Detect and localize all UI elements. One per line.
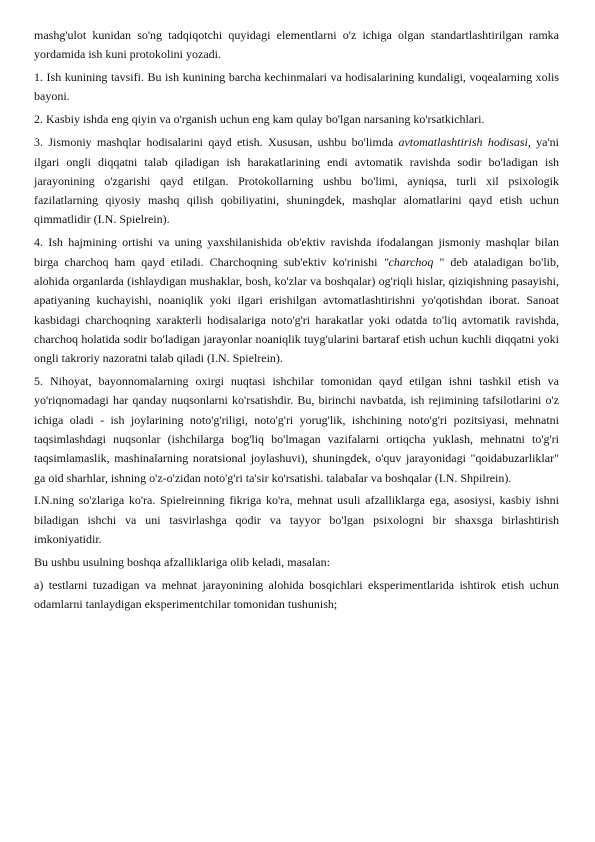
paragraph-item-5: [34, 372, 559, 488]
paragraph-text: I.N.ning so'zlariga ko'ra. Spielreinning fikriga ko'ra, mehnat usuli afzalliklarga ega, asosiysi, kasbiy ishni biladigan ishchi va uni tasvirlashga qodir va tayyor bo'lgan psixologni bir shaxsga birlashtirish imkoniyatidir.: [34, 493, 559, 546]
paragraph-intro: [34, 26, 559, 65]
paragraph-text: 2. Kasbiy ishda eng qiyin va o'rganish uchun eng kam qulay bo'lgan narsaning ko'rsatkichlari.: [34, 112, 485, 127]
paragraph-advantages-intro: [34, 553, 559, 572]
document-page: [34, 26, 559, 618]
paragraph-item-2: [34, 110, 559, 129]
paragraph-text: " deb ataladigan bo'lib, alohida organlarda (ishlaydigan mushaklar, bosh, ko'zlar va boshqalar) og'riqli hislar, qiziqishning pasayishi, apatiyaning kuchayishi, noaniqlik yoki ilgari erishilgan avtomatlashtirishni yo'qotishdan iborat. Sanoat kasbidagi charchoqning xarakterli hodisalariga noto'g'ri harakatlar yoki odatda to'liq avtomatik ravishda, charchoq holatida sodir bo'ladigan jarayonlar noaniqlik tuyg'ularini bartaraf etish uchun kuchli diqqatni yoki ongli takroriy nazoratni talab qiladi (I.N. Spielrein).: [34, 254, 559, 366]
paragraph-text: 4. Ish hajmining ortishi va uning yaxshilanishida ob'ektiv ravishda ifodalangan jismoniy mashqlar bilan birga charchoq ham qayd etiladi. Charchoqning sub'ektiv ko'rinishi: [34, 235, 559, 269]
paragraph-text: a) testlarni tuzadigan va mehnat jarayonining alohida bosqichlari eksperimentlarida ishtirok etish uchun odamlarni tanlaydigan eksperimentchilar tomonidan tushunish;: [34, 577, 559, 612]
paragraph-advantage-a: [34, 576, 559, 615]
paragraph-text: 1. Ish kunining tavsifi. Bu ish kunining barcha kechinmalari va hodisalarining kundaligi, voqealarning xolis bayoni.: [34, 70, 559, 104]
paragraph-summary: [34, 491, 559, 549]
paragraph-text: 3. Jismoniy mashqlar hodisalarini qayd etish. Xususan, ushbu bo'limda: [34, 135, 399, 150]
paragraph-item-3: [34, 133, 559, 229]
paragraph-item-4: [34, 233, 559, 368]
paragraph-text: 5. Nihoyat, bayonnomalarning oxirgi nuqtasi ishchilar tomonidan qayd etilgan ishni tashkil etish va yo'riqnomadagi har qanday nuqsonlarni ko'rsatishdir. Bu, birinchi navbatda, ish rejimining tafsilotlarini o'z ichiga oladi - ish joylarining noto'g'riligi, noto'g'ri yorug'lik, ishchining noto'g'ri pozitsiyasi, mehnatni taqsimlashdagi nuqsonlar (ishchilarga bog'liq bo'lmagan vazifalarni ortiqcha yuklash, mehnatni to'g'ri taqsimlamaslik, mashinalarning noratsional joylashuvi), shuningdek, o'quv jarayonidagi "qoidabuzarliklar" ga oid sharhlar, ishning o'z-o'zidan noto'g'ri ta'sir ko'rsatishi. talabalar va boshqalar (I.N. Shpilrein).: [34, 374, 559, 485]
paragraph-text: ya'ni ilgari ongli diqqatni talab qiladigan ish harakatlarining endi avtomatik ravishda sodir bo'ladigan ish jarayonining o'zgarishi qayd etilgan. Protokollarning ushbu bo'limi, ayniqsa, turli xil psixologik fazilatlarning qiyosiy mashq qilish qobiliyatini, shuningdek, mashqlar alomatlarini qayd etish uchun qimmatlidir (I.N. Spielrein).: [34, 135, 560, 227]
paragraph-text: mashg'ulot kunidan so'ng tadqiqotchi quyidagi elementlarni o'z ichiga olgan standartlashtirilgan ramka yordamida ish kuni protokolini yozadi.: [34, 28, 559, 62]
italic-term: "charchoq: [383, 254, 434, 269]
paragraph-item-1: [34, 68, 559, 107]
paragraph-text: Bu ushbu usulning boshqa afzalliklariga olib keladi, masalan:: [34, 554, 330, 569]
italic-term: avtomatlashtirish hodisasi,: [398, 135, 531, 150]
